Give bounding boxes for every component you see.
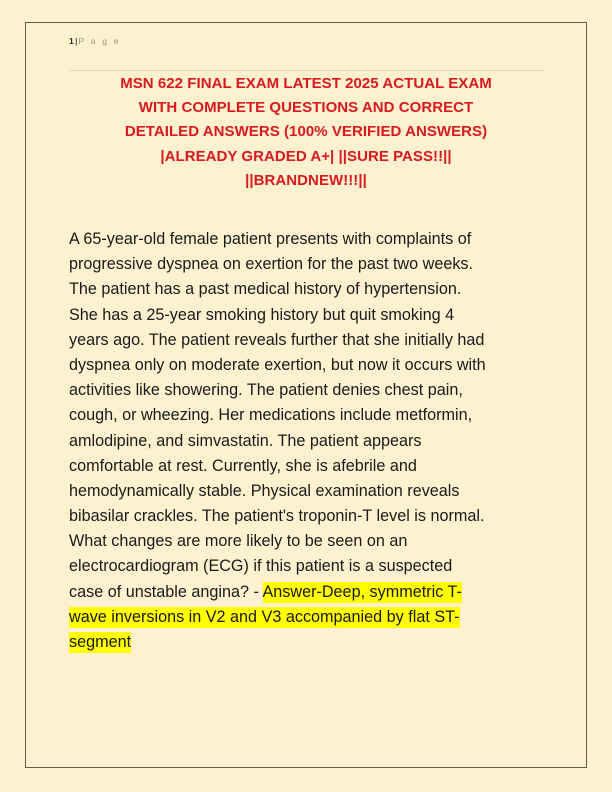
page-content-area [25, 22, 587, 768]
body-text: amlodipine, and simvastatin. The patient appears [69, 431, 422, 450]
body-text: bibasilar crackles. The patient's troponin-T level is normal. [69, 507, 485, 526]
highlighted-answer-text: segment [69, 633, 132, 651]
body-line [69, 529, 545, 554]
body-text: progressive dyspnea on exertion for the past two weeks. [69, 255, 474, 274]
body-line [69, 630, 545, 655]
title-line-3: DETAILED ANSWERS (100% VERIFIED ANSWERS) [124, 123, 488, 141]
body-line [69, 580, 545, 605]
page-number: 1 [69, 36, 75, 46]
body-text: What changes are more likely to be seen on an [69, 532, 408, 551]
title-line-4: |ALREADY GRADED A+| ||SURE PASS!!|| [160, 147, 452, 165]
body-line [69, 303, 545, 328]
question-body [69, 227, 545, 655]
highlighted-answer-text: wave inversions in V2 and V3 accompanied by flat ST- [69, 607, 460, 626]
body-line [69, 429, 545, 454]
document-title [69, 72, 543, 193]
body-line [69, 252, 545, 277]
body-line [69, 504, 545, 529]
body-line [69, 353, 545, 378]
header-divider [69, 70, 543, 71]
body-line [69, 277, 545, 302]
body-text: dyspnea only on moderate exertion, but now it occurs with [69, 355, 486, 374]
page-header-label: P a g e [78, 36, 121, 46]
running-header [69, 36, 543, 56]
body-text: years ago. The patient reveals further that she initially had [69, 330, 485, 349]
body-text: The patient has a past medical history of hypertension. [69, 280, 462, 299]
body-line [69, 479, 545, 504]
body-line [69, 227, 545, 252]
title-line-1: MSN 622 FINAL EXAM LATEST 2025 ACTUAL EXAM [120, 75, 492, 92]
body-line [69, 328, 545, 353]
body-text: cough, or wheezing. Her medications include metformin, [69, 406, 473, 425]
body-line [69, 378, 545, 403]
body-text: She has a 25-year smoking history but quit smoking 4 [69, 305, 455, 324]
body-text: electrocardiogram (ECG) if this patient is a suspected [69, 557, 453, 576]
title-line-2: WITH COMPLETE QUESTIONS AND CORRECT [138, 99, 474, 117]
body-text: case of unstable angina? - [69, 582, 263, 601]
body-line [69, 403, 545, 428]
body-text: A 65-year-old female patient presents with complaints of [69, 230, 472, 248]
title-line-5: ||BRANDNEW!!!|| [245, 171, 367, 189]
body-text: activities like showering. The patient denies chest pain, [69, 381, 463, 400]
page-header-line [69, 36, 543, 47]
body-text: comfortable at rest. Currently, she is afebrile and [69, 456, 417, 475]
body-line [69, 454, 545, 479]
body-line [69, 605, 545, 630]
body-text: hemodynamically stable. Physical examination reveals [69, 481, 460, 500]
highlighted-answer-text: Answer-Deep, symmetric T- [262, 582, 462, 601]
page-header-separator: | [75, 36, 78, 46]
body-line [69, 554, 545, 579]
